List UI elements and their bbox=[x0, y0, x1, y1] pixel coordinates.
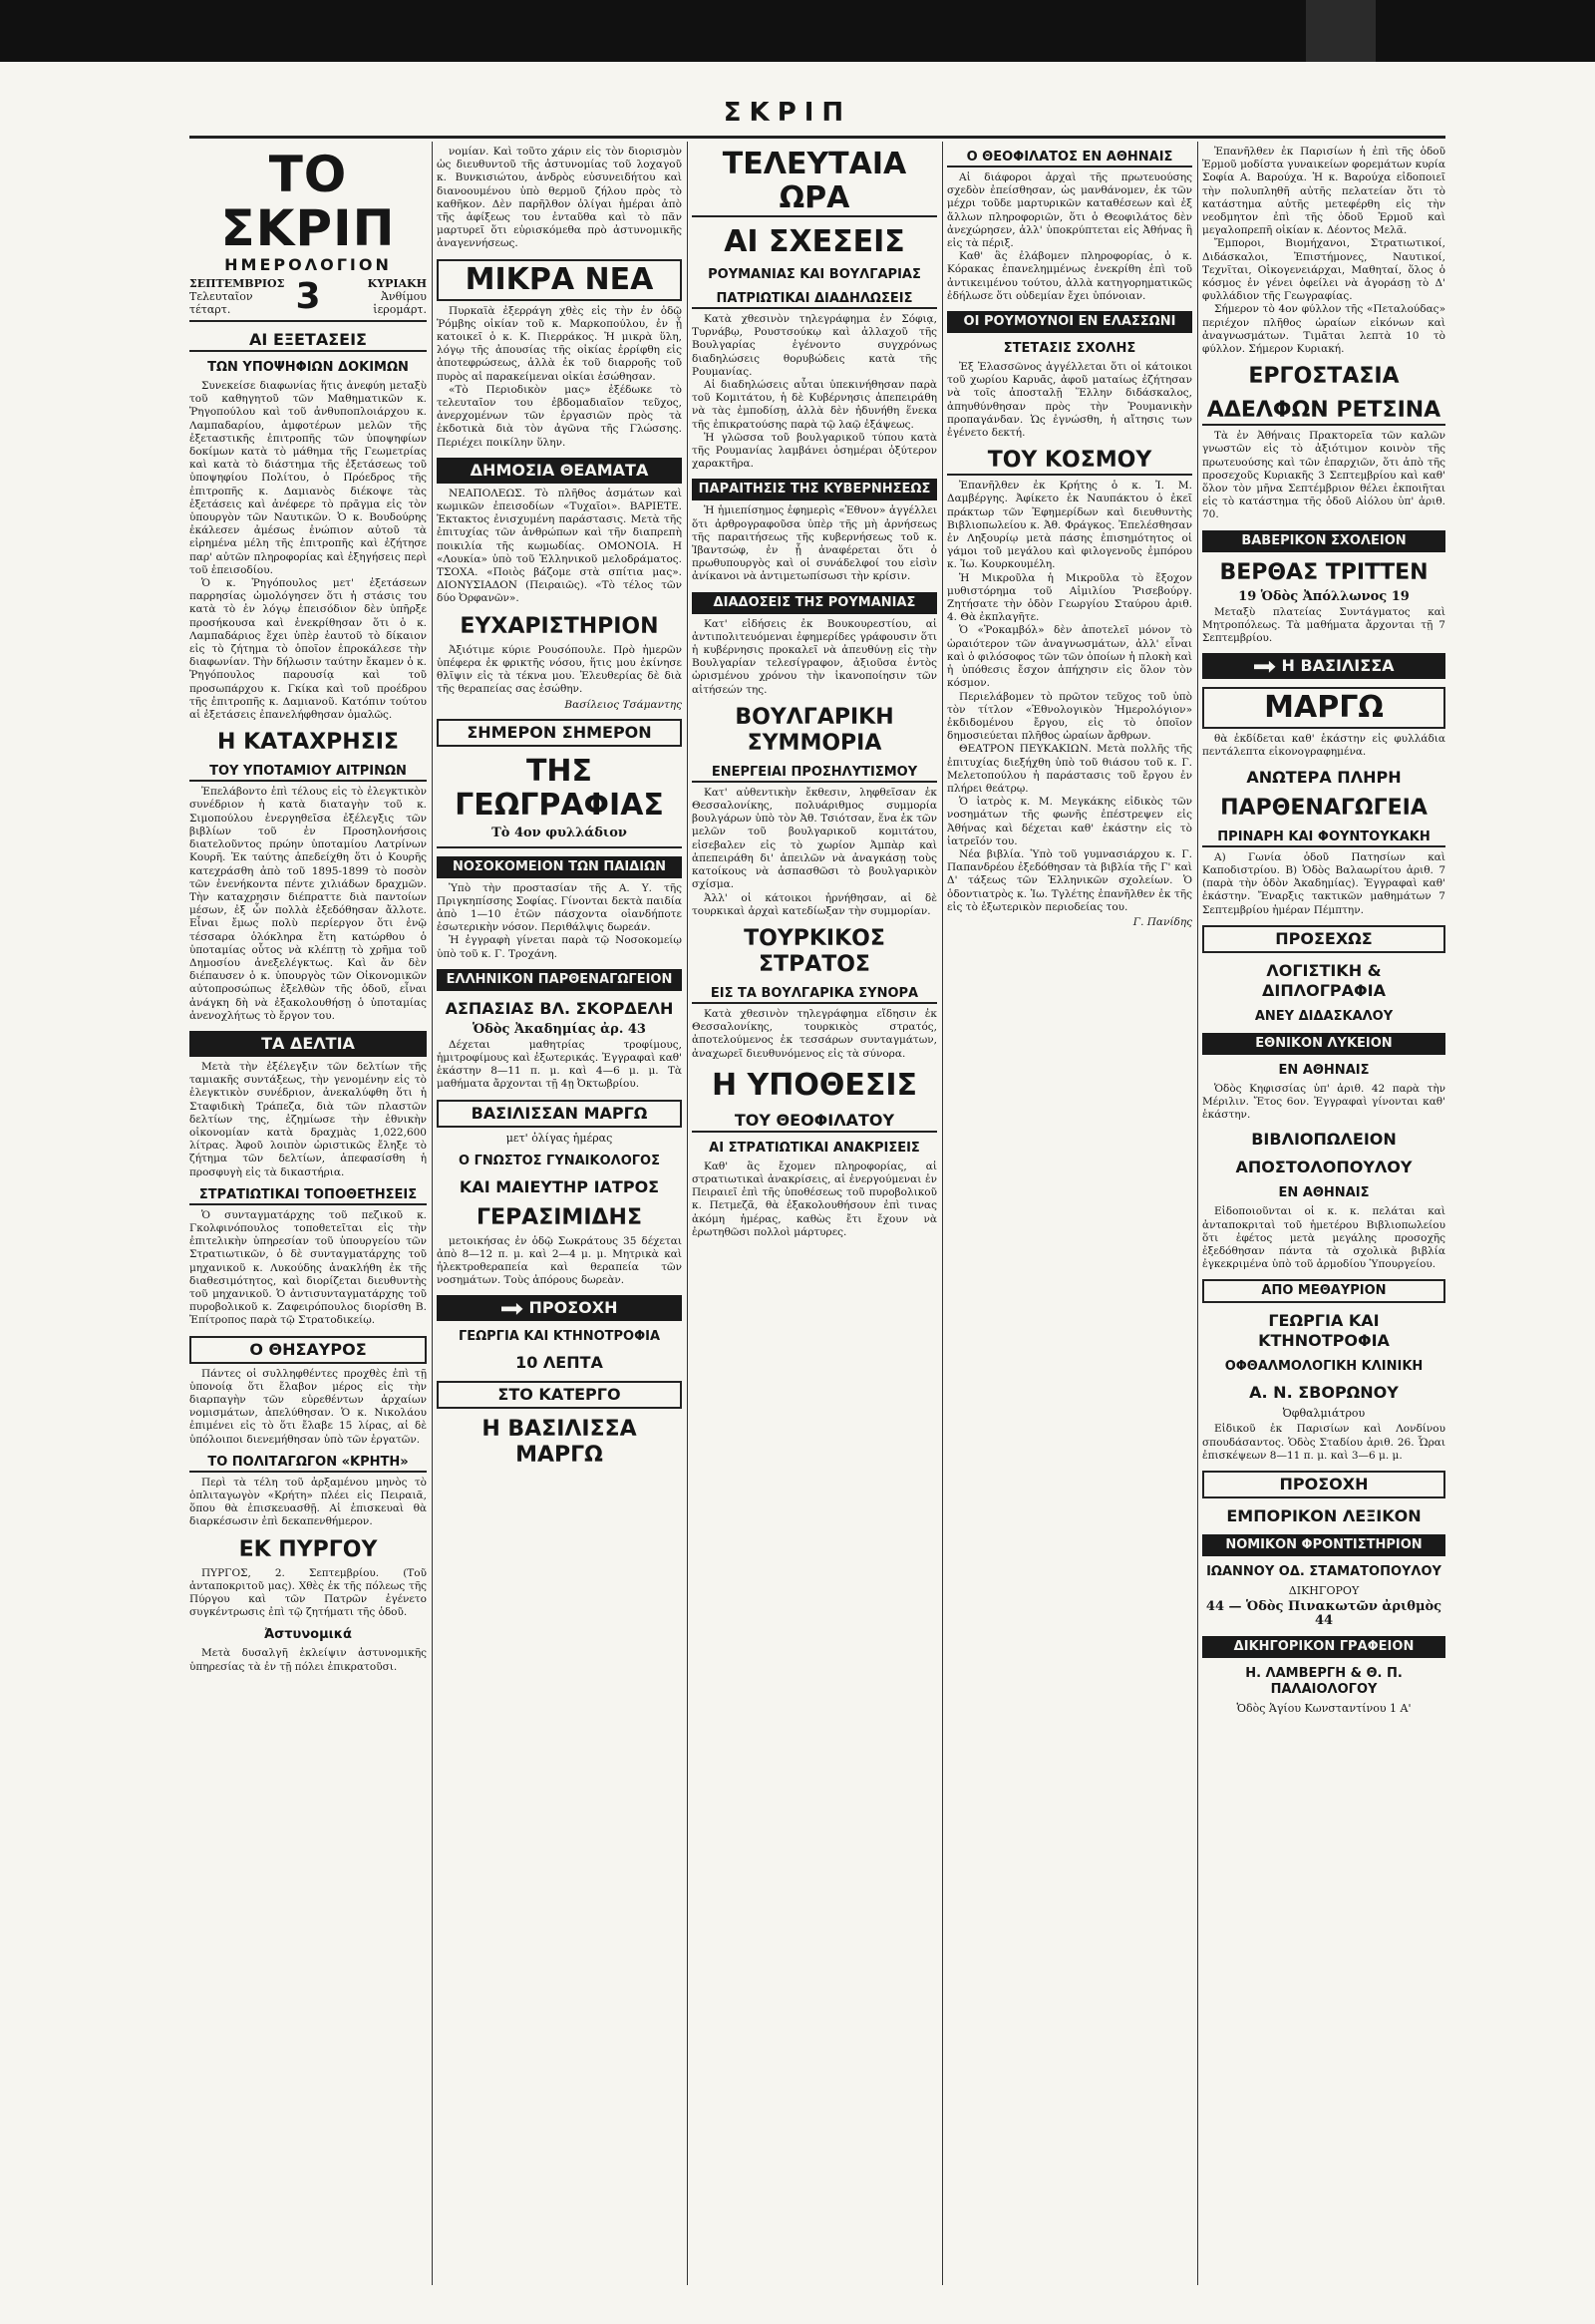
headline-troopship: ΤΟ ΠΟΛΙΤΑΓΩΓΟΝ «ΚΡΗΤΗ» bbox=[189, 1455, 427, 1473]
ad-prinari-fountoukaki: ΠΡΙΝΑΡΗ ΚΑΙ ΦΟΥΝΤΟΥΚΑΚΗ bbox=[1202, 830, 1445, 847]
article-society-p5: ΘΕΑΤΡΟΝ ΠΕΥΚΑΚΙΩΝ. Μετὰ πολλῆς τῆς ἐπιτυχίας διεξήχθη ὑπὸ τοῦ θιάσου τοῦ κ. Γ. Μελετοπούλου ἡ παράστασις τοῦ ἔργου ἐν πλήρει θεάτρῳ. bbox=[947, 743, 1192, 795]
ad-girls-school-name: ΑΣΠΑΣΙΑΣ ΒΛ. ΣΚΟΡΔΕΛΗ bbox=[445, 998, 674, 1018]
ad-stamatopoulos: ΙΩΑΝΝΟΥ ΟΔ. ΣΤΑΜΑΤΟΠΟΥΛΟΥ bbox=[1206, 1563, 1441, 1579]
headline-case: Η ΥΠΟΘΕΣΙΣ bbox=[711, 1067, 918, 1103]
dateline-weekday: ΚΥΡΙΑΚΗ bbox=[367, 277, 427, 290]
headline-deltia: ΤΑ ΔΕΛΤΙΑ bbox=[189, 1031, 427, 1057]
headline-small-news: ΜΙΚΡΑ ΝΕΑ bbox=[437, 259, 682, 301]
ad-queen-margot: ΒΑΣΙΛΙΣΣΑΝ ΜΑΡΓΩ bbox=[437, 1100, 682, 1128]
subhead-embezzlement: ΤΟΥ ΥΠΟΤΑΜΙΟΥ ΑΙΤΡΙΝΩΝ bbox=[189, 764, 427, 782]
article-society-p6: Ὁ ἰατρὸς κ. Μ. Μεγκάκης εἰδικὸς τῶν νοσημάτων τῆς φωνῆς ἐπέστρεψεν εἰς Ἀθήνας καὶ δέχεται καθ' ἑκάστην εἰς τὸ ἰατρεῖόν του. bbox=[947, 796, 1192, 847]
article-theofilatos-p2: Καθ' ἃς ἐλάβομεν πληροφορίας, ὁ κ. Κόρακας ἐπανελημμένως ἐνεκρίθη ἐπὶ τοῦ ἀντικειμένου τούτου, ἀλλὰ κατηγορηματικῶς ἐδήλωσε ὅτι οὐδεμίαν ἔχει ὑπόνοιαν. bbox=[947, 250, 1192, 302]
article-bulgarian-band-2: Ἀλλ' οἱ κάτοικοι ἠρνήθησαν, αἱ δὲ τουρκικαὶ ἀρχαὶ κατεδίωξαν τὴν συμμορίαν. bbox=[692, 891, 937, 917]
ad-gynecologist-text: μετοικήσας ἐν ὁδῷ Σωκράτους 35 δέχεται ἀπὸ 8—12 π. μ. καὶ 2—4 μ. μ. Μητρικὰ καὶ ἠλεκτροθεραπεία καὶ θεραπεία τῶν νοσημάτων. Τοὺς ἀπόρους δωρεὰν. bbox=[437, 1234, 682, 1287]
headline-childrens-hospital: ΝΟΣΟΚΟΜΕΙΟΝ ΤΩΝ ΠΑΙΔΙΩΝ bbox=[437, 856, 682, 878]
headline-romania-rumors: ΔΙΑΔΟΣΕΙΣ ΤΗΣ ΡΟΥΜΑΝΙΑΣ bbox=[692, 592, 937, 614]
subhead-candidates: ΤΩΝ ΥΠΟΨΗΦΙΩΝ ΔΟΚΙΜΩΝ bbox=[207, 360, 409, 375]
ad-notice: ΠΡΟΣΕΧΩΣ bbox=[1202, 925, 1445, 953]
headline-resignation: ΠΑΡΑΙΤΗΣΙΣ ΤΗΣ ΚΥΒΕΡΝΗΣΕΩΣ bbox=[692, 479, 937, 500]
column-5 bbox=[1202, 142, 1445, 2285]
article-exams-p2: Ὁ κ. Ῥηγόπουλος μετ' ἐξετάσεων παρρησίας ὡμολόγησεν ὅτι ἡ στάσις του κατὰ τὸ ἐν λόγῳ ἐπεισόδιον δὲν ὑπῆρξε προσήκουσα καὶ ἐνεκρίθησαν ὅτι ὁ κ. Λαμπαδάριος ἔχει ὑπὲρ ἑαυτοῦ τὸ δίκαιον εἰς τὸ ζήτημα τὸ ὁποῖον ἐπροκάλεσε τὴν διαφωνίαν. Τὴν δήλωσιν ταύτην ἔκαμεν ὁ κ. Ῥηγόπουλος παρουσίᾳ καὶ τοῦ προσωπάρχου κ. Γκίκα καὶ τοῦ προέδρου τῆς ἐπιτροπῆς κ. Δαμιανοῦ. Κατόπιν τούτου αἱ ἐξετάσεις ἐπανελήφθησαν ὁμαλῶς. bbox=[189, 577, 427, 722]
column-rule bbox=[1197, 142, 1198, 2285]
ad-girls-schools: ΠΑΡΘΕΝΑΓΩΓΕΙΑ bbox=[1220, 795, 1428, 821]
ad-apostolopoulos: ΑΠΟΣΤΟΛΟΠΟΥΛΟΥ bbox=[1235, 1158, 1413, 1177]
ad-lamvergi-paleologou: Η. ΛΑΜΒΕΡΓΗ & Θ. Π. ΠΑΛΑΙΟΛΟΓΟΥ bbox=[1245, 1665, 1403, 1697]
ad-factories: ΕΡΓΟΣΤΑΣΙΑ bbox=[1248, 364, 1400, 390]
article-childrens-hospital-2: Ἡ ἐγγραφὴ γίνεται παρὰ τῷ Νοσοκομείῳ ὑπὸ τοῦ κ. Γ. Τροχάνη. bbox=[437, 934, 682, 960]
article-relations-p1: Κατὰ χθεσινὸν τηλεγράφημα ἐν Σόφιᾳ, Τυρνάβῳ, Ρουστσούκῳ καὶ ἀλλαχοῦ τῆς Βουλγαρίας ἐγένοντο συγχρόνως διαδηλώσεις θορυβώδεις κατὰ τῆς Ρουμανίας. bbox=[692, 313, 937, 378]
ad-attention bbox=[437, 1295, 682, 1321]
column-2 bbox=[437, 142, 682, 2285]
ad-attention-2: ΠΡΟΣΟΧΗ bbox=[1202, 1471, 1445, 1498]
ad-ophthalmologist: Ὀφθαλμιάτρου bbox=[1282, 1407, 1366, 1421]
article-embezzlement: Ἐπελάβοντο ἐπὶ τέλους εἰς τὸ ἐλεγκτικὸν συνέδριον ἡ κατὰ διαταγὴν τοῦ κ. Σιμοπούλου ἐνεργηθεῖσα ἐξέλεγξις τῶν βιβλίων τοῦ ἐν Προσηλονήσοις διατελοῦντος πρώην ὑποταμίου Λατρίνων Κουρῆ. Ἐκ ταύτης ἀπεδείχθη ὅτι ὁ Κουρῆς κατεχράσθη ἀπὸ τοῦ 1895-1899 τὸ ποσὸν τῶν ἐνενήκοντα πέντε χιλιάδων δραχμῶν. Τὴν καταχρησιν διέπραττε διὰ παντοίων μέσων, ἐξ ὧν πολλὰ ἐξεδόθησαν ἄλλοτε. Εἶναι ἔμως πολὺ περίεργον ὅτι ἐνῷ τέσσαρα ὁλόκληρα ἔτη κατώρθου ὁ ὑποταμίας οὗτος νὰ κλέπτῃ τὸ χρῆμα τοῦ Δημοσίου ἀνεξελέγκτως. Καὶ ἄν δὲν διέπαυσεν ὁ κ. ὑπουργὸς τῶν Οἰκονομικῶν αὐτοπροσώπως ἐξελθὼν τῆς ὁδοῦ, εἶναι ἀνάγκη δὴ νὰ ἐξακολουθήσῃ ὁ ὑποταμίας ἀνενοχλήτως τὸ ἔργον του. bbox=[189, 786, 427, 1022]
ad-petalouda: Σήμερον τὸ 4ον φύλλον τῆς «Πεταλούδας» περιέχον πλῆθος ὡραίων εἰκόνων καὶ ἀναγνωσμάτων. Τιμᾶται λεπτὰ 10 τὸ φύλλον. Σήμερον Κυριακή. bbox=[1202, 303, 1445, 356]
article-thanks: Ἀξιότιμε κύριε Ρουσόπουλε. Πρὸ ἡμερῶν ὑπέφερα ἐκ φρικτῆς νόσου, ἥτις μου ἐκίνησε θλῖψιν εἰς τὰ τέκνα μου. Ἐλευθερίας δὲ διὰ τῆς θεραπείας σας ἐσώθην. bbox=[437, 643, 682, 696]
ad-eye-clinic: ΟΦΘΑΛΜΟΛΟΓΙΚΗ ΚΛΙΝΙΚΗ bbox=[1224, 1359, 1424, 1375]
article-public-shows: ΝΕΑΠΟΛΕΩΣ. Τὸ πλῆθος ἀσμάτων καὶ κωμικῶν ἐπεισοδίων «Τυχαῖοι». ΒΑΡΙΕΤΕ. Ἐκτακτος ἐνισχυμένη παράστασις. Μετὰ τῆς ἐπιτυχίας τῶν ἀνθρώπων καὶ τῆν διαπρεπὴ ποικιλία τῆς κωμωδίας. ΟΜΟΝΟΙΑ. Η «Λουκία» ὑπὸ τοῦ Ἑλληνικοῦ μελοδράματος. ΤΣΟΧΑ. «Ποιὸς βάζομε στὰ σπίτια μας». ΔΙΟΝΥΣΙΑΔΟΝ (Πειραιῶς). «Τὸ τέλος τῶν δύο Ὀρφανῶν». bbox=[437, 487, 682, 605]
thanks-signature: Βασίλειος Τσάμαντης bbox=[564, 698, 682, 711]
article-troopship: Περὶ τὰ τέλη τοῦ ἀρξαμένου μηνὸς τὸ ὁπλιταγωγὸν «Κρήτη» πλέει εἰς Πειραιᾶ, ὅπου θὰ ἐπισκευασθῇ. Αἱ ἐπισκευαὶ θὰ διαρκέσωσιν ἐπὶ δεκαπενθήμερον. bbox=[189, 1476, 427, 1528]
top-band-edge bbox=[1306, 0, 1376, 62]
ad-girls-school: ΕΛΛΗΝΙΚΟΝ ΠΑΡΘΕΝΑΓΩΓΕΙΟΝ bbox=[437, 969, 682, 991]
ad-lawyer: ΔΙΚΗΓΟΡΟΥ bbox=[1288, 1583, 1360, 1597]
ad-margo-text: θὰ ἐκδίδεται καθ' ἑκάστην εἰς φυλλάδια πεντάλεπτα εἰκονογραφημένα. bbox=[1202, 733, 1445, 759]
ad-bookshop-city: ΕΝ ΑΘΗΝΑΙΣ bbox=[1278, 1185, 1370, 1201]
article-periodical: «Τὸ Περιοδικὸν μας» ἐξέδωκε τὸ τελευταῖον του ἐβδομαδιαῖον τεῦχος, ἀνερχομένων τῶν ἐργασιῶν πρὸς τὰ ἐκδοτικὰ διὰ τὸν ἀγῶνα τῆς Γλώσσης. Περιέχει ποικίλην ὕλην. bbox=[437, 383, 682, 449]
headline-pyrgos: ΕΚ ΠΥΡΓΟΥ bbox=[238, 1536, 378, 1562]
ad-agriculture-price: 10 ΛΕΠΤΑ bbox=[515, 1353, 603, 1373]
ad-dressmaker: Ἐπανῆλθεν ἐκ Παρισίων ἡ ἐπὶ τῆς ὁδοῦ Ἑρμοῦ μοδίστα γυναικείων φορεμάτων κυρία Σοφία Α. Βαρούχα. Ἡ κ. Βαρούχα εἰδοποιεῖ τὴν πολυπληθῆ αὐτῆς πελατείαν ὅτι τὸ κατάστημα αὐτῆς μετεφέρθη εἰς τὴν νεοδμητον ἐπὶ τῆς ὁδοῦ Ἑρμοῦ καὶ μεγαλοπρεπῆ οἰκίαν κ. Δέοντος Μελᾶ. bbox=[1202, 146, 1445, 237]
ad-geography-buyers: Ἔμποροι, Βιομήχανοι, Στρατιωτικοί, Διδάσκαλοι, Ἐπιστήμονες, Ναυτικοί, Τεχνῖται, Οἰκογενειάρχαι, Μαθηταί, ὅλος ὁ κόσμος ἐν γένει ὀφείλει νὰ ἀγοράσῃ τὸ Δ' φυλλάδιον τῆς Γεωγραφίας. bbox=[1202, 237, 1445, 303]
ad-girls-schools-text: Α) Γωνία ὁδοῦ Πατησίων καὶ Καποδιστρίου. Β) Ὁδὸς Βαλαωρίτου ἀριθ. 7 (παρὰ τὴν ὁδὸν Ἀκαδημίας). Ἐγγραφαὶ καθ' ἑκάστην. Ἔναρξις τακτικῶν μαθημάτων 7 Σεπτεμβρίου ἡμέραν Πέμπτην. bbox=[1202, 850, 1445, 916]
ad-girls-school-text: Δέχεται μαθητρίας τροφίμους, ἡμιτροφίμους καὶ ἐξωτερικάς. Ἐγγραφαὶ καθ' ἑκάστην 8—11 π. μ. καὶ 4—6 μ. μ. Τὰ μαθήματα ἄρχονται τῇ 4ῃ Ὀκτωβρίου. bbox=[437, 1038, 682, 1091]
column-3 bbox=[692, 142, 937, 2285]
article-resignation: Ἡ ἡμιεπίσημος ἐφημερὶς «Ἐθνον» ἀγγέλλει ὅτι ἀρθρογραφοῦσα ὑπὲρ τῆς μὴ ἀρνήσεως τῆς παραιτήσεως τῆς κυβερνήσεως τοῦ κ. Ἰβαντσώφ, ἐν ᾗ ἀναφέρεται ὅτι ὁ πρωθυπουργὸς καὶ οἱ συνάδελφοί του εἰσὶν ἀνίκανοι νὰ ἀντιμετωπίσωσι τὴν κρίσιν. bbox=[692, 504, 937, 583]
ad-attention-label: ΠΡΟΣΟΧΗ bbox=[528, 1298, 618, 1318]
headline-bulgarian-band: ΒΟΥΛΓΑΡΙΚΗ ΣΥΜΜΟΡΙΑ bbox=[735, 704, 894, 756]
ad-law-office-address: Ὁδὸς Ἁγίου Κωνσταντίνου 1 Α' bbox=[1236, 1701, 1412, 1715]
article-society-p3: Ὁ «Ῥοκαμβόλ» δὲν ἀποτελεῖ μόνον τὸ ὡραιότερον τῶν ἀναγνωσμάτων, ἀλλ' εἶναι καὶ ὁ φιλόσοφος τῶν τῶν ὁποίων ἡ πλοκὴ καὶ ἡ ὑπόθεσις ἔσχον ἀπήχησιν εἰς ὅλον τὸν κόσμον. bbox=[947, 624, 1192, 690]
ad-bavarian-address: 19 Ὁδὸς Ἀπόλλωνος 19 bbox=[1238, 588, 1410, 604]
subhead-proselytism: ΕΝΕΡΓΕΙΑΙ ΠΡΟΣΗΛΥΤΙΣΜΟΥ bbox=[692, 765, 937, 783]
ad-geography-today: ΣΗΜΕΡΟΝ ΣΗΜΕΡΟΝ bbox=[437, 719, 682, 747]
ad-queen-label: Η ΒΑΣΙΛΙΣΣΑ bbox=[1281, 656, 1395, 676]
article-elasson: Ἐξ Ἐλασσῶνος ἀγγέλλεται ὅτι οἱ κάτοικοι τοῦ χωρίου Καρυᾶς, ἀφοῦ ματαίως ἐζήτησαν νὰ τοῖς ἀποσταλῇ Ἕλλην διδάσκαλος, ἀπηυθύνθησαν πρὸς τὴν Ῥουμανικὴν προπαγάνδαν. Ὡς ἐγνώσθη, ἡ αἴτησις των ἐγένετο δεκτή. bbox=[947, 361, 1192, 440]
ad-queen-header bbox=[1202, 653, 1445, 679]
headline-military-postings: ΣΤΡΑΤΙΩΤΙΚΑΙ ΤΟΠΟΘΕΤΗΣΕΙΣ bbox=[189, 1187, 427, 1205]
ad-in-athens: ΕΝ ΑΘΗΝΑΙΣ bbox=[1278, 1062, 1370, 1078]
ad-gynecologist: Ο ΓΝΩΣΤΟΣ ΓΥΝΑΙΚΟΛΟΓΟΣ bbox=[459, 1153, 660, 1168]
article-childrens-hospital: Ὑπὸ τὴν προστασίαν τῆς Α. Υ. τῆς Πριγκηπίσσης Σοφίας. Γίνονται δεκτὰ παιδία ἀπὸ 1—10 ἐτῶν πάσχοντα οἱανδήποτε ἐσωτερικὴν νόσον. Περιθάλψις δωρεάν. bbox=[437, 881, 682, 934]
headline-exams: ΑΙ ΕΞΕΤΑΣΕΙΣ bbox=[189, 330, 427, 352]
dateline bbox=[189, 274, 427, 322]
ad-commercial-dictionary: ΕΜΠΟΡΙΚΟΝ ΛΕΞΙΚΟΝ bbox=[1226, 1505, 1422, 1525]
article-society-p7: Νέα βιβλία. Ὑπὸ τοῦ γυμνασιάρχου κ. Γ. Παπανδρέου ἐξεδόθησαν τὰ βιβλία τῆς Γ' καὶ Δ' τάξεως τῶν Ἑλληνικῶν σχολείων. Ὁ ὁδοντιατρὸς κ. Ἰω. Τγλέτης ἐπανῆλθεν ἐκ τῆς εἰς τὸ ἐξωτερικὸν περιοδείας του. bbox=[947, 847, 1192, 913]
headline-embezzlement: Η ΚΑΤΑΧΡΗΣΙΣ bbox=[217, 730, 399, 756]
headline-theofilatos-athens: Ο ΘΕΟΦΙΛΑΤΟΣ ΕΝ ΑΘΗΝΑΙΣ bbox=[947, 150, 1192, 167]
column-4 bbox=[947, 142, 1192, 2285]
article-romania-rumors: Κατ' εἰδήσεις ἐκ Βουκουρεστίου, αἱ ἀντιπολιτευόμεναι ἐφημερίδες γράφουσιν ὅτι ἡ κυβέρνησις προκαλεῖ νὰ ἀπευθύνῃ εἰς τὴν Βουλγαρίαν τελεσίγραφον, ἀξιοῦσα ἐντὸς ὡρισμένου χρόνου τὴν ἱκανοποίησιν τῶν αἰτήσεών της. bbox=[692, 617, 937, 696]
column-rule bbox=[432, 142, 433, 2285]
article-military-postings: Ὁ συνταγματάρχης τοῦ πεζικοῦ κ. Γκολφινόπουλος τοποθετεῖται εἰς τὴν ἐπιτελικὴν ὑπηρεσίαν τοῦ ὑπουργείου τῶν Στρατιωτικῶν, ὁ δὲ συνταγματάρχης τοῦ μηχανικοῦ κ. Λυκούδης ἀνακλήθη ἐκ τῆς διαθεσιμότητος, καὶ διορίζεται διευθυντὴς τοῦ μηχανικοῦ. Ὁ ἀντισυνταγματάρχης τοῦ πυροβολικοῦ κ. Ζαφειρόπουλος διορίσθη Β. Ἐπίτροπος παρὰ τῷ Στρατοδικείῳ. bbox=[189, 1208, 427, 1327]
ad-from-day-after: ΑΠΟ ΜΕΘΑΥΡΙΟΝ bbox=[1202, 1279, 1445, 1303]
ad-geography-title: ΤΗΣ ΓΕΩΓΡΑΦΙΑΣ bbox=[455, 753, 664, 823]
ad-queen-margot-note: μετ' ὀλίγας ἡμέρας bbox=[505, 1131, 613, 1145]
article-police-cont: νομίαν. Καὶ τοῦτο χάριν εἰς τὸν διορισμὸν ὡς διευθυντοῦ τῆς ἀστυνομίας τοῦ λοχαγοῦ κ. Βυνκισιώτου, ἀνδρὸς εὐσυνειδήτου καὶ διανοουμένου ὑπὸ θερμοῦ ζήλου πρὸς τὸ καθῆκον. Δὲν παρῆλθον ὀλίγαι ἡμέραι ἀπὸ τῆς ἀφίξεως του ἐνταῦθα καὶ τὸ πᾶν μαρτυρεῖ ὅτι εὑρισκόμεθα πρὸ ἀστυνομικῆς ἀναγεννήσεως. bbox=[437, 146, 682, 250]
pointing-hand-icon bbox=[501, 1303, 523, 1315]
ad-bavarian-school: ΒΑΒΕΡΙΚΟΝ ΣΧΟΛΕΙΟΝ bbox=[1202, 530, 1445, 552]
article-theofilatos-p1: Αἱ διάφοροι ἀρχαὶ τῆς πρωτευούσης σχεδὸν ἐπείσθησαν, ὡς μανθάνομεν, ἐκ τῶν μέχρι τοῦδε μαρτυρικῶν καταθέσεων καὶ ἐξ ἄλλων πληροφοριῶν, ὅτι ὁ Θεοφιλάτος δὲν ἀνεχώρησεν, ἀλλ' ὑποκρύπτεται εἰς Ἀθήνας ἢ εἰς τὰ πέριξ. bbox=[947, 171, 1192, 250]
headline-relations: ΑΙ ΣΧΕΣΕΙΣ bbox=[724, 224, 905, 259]
article-society-p2: Ἡ Μικροῦλα ἡ Μικροῦλα τὸ ἔξοχον μυθιστόρημα τοῦ Αἰμιλίου Ῥισεβούργ. Ζητήσατε τὴν ὁδὸν Γεωργίου Σταύρου ἀριθ. 4. Θὰ ἐκπλαγῆτε. bbox=[947, 571, 1192, 624]
dateline-note-right: Ἀνθίμου ἱερομάρτ. bbox=[373, 290, 427, 316]
subhead-theofilatos: ΤΟΥ ΘΕΟΦΙΛΑΤΟΥ bbox=[692, 1111, 937, 1133]
headline-treasure: Ο ΘΗΣΑΥΡΟΣ bbox=[189, 1336, 427, 1364]
ad-bertha-tritten: ΒΕΡΘΑΣ ΤΡΙΤΤΕΝ bbox=[1219, 559, 1429, 585]
society-signature: Γ. Πανίδης bbox=[1132, 915, 1192, 928]
ad-retsina-brothers: ΑΔΕΛΦΩΝ ΡΕΤΣΙΝΑ bbox=[1202, 398, 1445, 426]
ad-law-address: 44 — Ὁδὸς Πινακωτῶν ἀριθμὸς 44 bbox=[1205, 1598, 1442, 1628]
subhead-demonstrations: ΠΑΤΡΙΩΤΙΚΑΙ ΔΙΑΔΗΛΩΣΕΙΣ bbox=[692, 291, 937, 309]
ad-bookshop-text: Εἰδοποιοῦνται οἱ κ. κ. πελάται καὶ ἀνταποκριταὶ τοῦ ἡμετέρου Βιβλιοπωλείου ὅτι ἐφέτος μετὰ μεγάλης προσοχῆς ἐξεδόθησαν πάντα τὰ σχολικὰ βιβλία ἐγκεκριμένα ὑπὸ τοῦ ἀρμοδίου Ὑπουργείου. bbox=[1202, 1205, 1445, 1271]
ad-queen-margot-bottom: Η ΒΑΣΙΛΙΣΣΑ ΜΑΡΓΩ bbox=[481, 1417, 637, 1469]
ad-girls-school-address: Ὁδὸς Ἀκαδημίας ἀρ. 43 bbox=[473, 1021, 646, 1037]
ad-eye-clinic-text: Εἰδικοῦ ἐκ Παρισίων καὶ Λονδίνου σπουδάσαντος. Ὁδὸς Σταδίου ἀριθ. 26. Ὧραι ἐπισκέψεων 8—11 π. μ. καὶ 3—6 μ. μ. bbox=[1202, 1423, 1445, 1462]
newspaper-page bbox=[189, 142, 1445, 2285]
subhead-romania-bulgaria: ΡΟΥΜΑΝΙΑΣ ΚΑΙ ΒΟΥΛΓΑΡΙΑΣ bbox=[708, 267, 921, 282]
ad-upper-school: ΑΝΩΤΕΡΑ ΠΛΗΡΗ bbox=[1246, 767, 1402, 787]
ad-accounting: ΛΟΓΙΣΤΙΚΗ & ΔΙΠΛΟΓΡΑΦΙΑ bbox=[1262, 960, 1386, 1000]
ad-bavarian-text: Μεταξὺ πλατείας Συντάγματος καὶ Μητροπόλεως. Τὰ μαθήματα ἄρχονται τῇ 7 Σεπτεμβρίου. bbox=[1202, 605, 1445, 645]
article-treasure: Πάντες οἱ συλληφθέντες προχθὲς ἐπὶ τῇ ὑπονοίᾳ ὅτι ἔλαβον μέρος εἰς τὴν διαρπαγὴν τῶν εὑρεθέντων ἀρχαίων νομισμάτων, ἀπελύθησαν. Ὁ κ. Νικολάου ἐπιμένει εἰς τὸ ὅτι ἔλαβε 15 λίρας, αἱ δὲ ὑπόλοιποι διενεμήθησαν ὑπὸ τῶν ἐργατῶν. bbox=[189, 1367, 427, 1446]
ad-law-tutoring: ΝΟΜΙΚΟΝ ΦΡΟΝΤΙΣΤΗΡΙΟΝ bbox=[1202, 1534, 1445, 1556]
ad-geography-issue: Τὸ 4ον φυλλάδιον bbox=[491, 825, 627, 840]
ad-katergo: ΣΤΟ ΚΑΤΕΡΓΟ bbox=[437, 1381, 682, 1409]
article-society-p4: Περιελάβομεν τὸ πρῶτον τεῦχος τοῦ ὑπὸ τὸν τίτλον «Ἐθνολογικὸν Ἡμερολόγιον» ἐκδιδομένου ἔργου, εἰς τὸ ὁποῖον δημοσιεύεται πλῆθος ὡραίων ἄρθρων. bbox=[947, 690, 1192, 743]
ad-gynecologist-name: ΓΕΡΑΣΙΜΙΔΗΣ bbox=[477, 1204, 642, 1230]
headline-police: Ἀστυνομικά bbox=[264, 1627, 352, 1643]
ad-national-lyceum: ΕΘΝΙΚΟΝ ΛΥΚΕΙΟΝ bbox=[1202, 1033, 1445, 1055]
headline-last-hour: ΤΕΛΕΥΤΑΙΑ ΩΡΑ bbox=[692, 148, 937, 217]
article-investigations: Καθ' ἃς ἔχομεν πληροφορίας, αἱ στρατιωτικαὶ ἀνακρίσεις, αἱ ἐνεργούμεναι ἐν Πειραιεῖ ἐπὶ τῆς ὑποθέσεως τοῦ πυροβολικοῦ κ. Πετμεζᾶ, θὰ ἐξακολουθήσουν ἐπὶ τινας ἀκόμη ἡμέρας, καθὼς ἔτι ἔχουν νὰ ἐρωτηθῶσι πολλοὶ μάρτυρες. bbox=[692, 1160, 937, 1238]
ad-gynecologist-title: ΚΑΙ ΜΑΙΕΥΤΗΡ ΙΑΤΡΟΣ bbox=[459, 1176, 660, 1196]
subhead-borders: ΕΙΣ ΤΑ ΒΟΥΛΓΑΡΙΚΑ ΣΥΝΟΡΑ bbox=[692, 986, 937, 1004]
masthead-title: ΤΟ ΣΚΡΙΠ bbox=[220, 146, 396, 257]
masthead-subtitle: ΗΜΕΡΟΛΟΓΙΟΝ bbox=[224, 255, 392, 274]
article-relations-p2: Αἱ διαδηλώσεις αὗται ὑπεκινήθησαν παρὰ τοῦ Κομιτάτου, ἡ δὲ Κυβέρνησις ἀπεπειράθη νὰ τὰς ἐμποδίσῃ, ἀλλὰ δὲν ἠδυνήθη ἕνεκα τῆς ἐπικρατούσης παρὰ τῷ λαῷ ἐξάψεως. bbox=[692, 379, 937, 431]
column-1 bbox=[189, 142, 427, 2285]
article-bulgarian-band: Κατ' αὐθεντικὴν ἔκθεσιν, ληφθεῖσαν ἐκ Θεσσαλονίκης, πολυάριθμος συμμορία βουλγάρων ὑπὸ τὸν Ἀθ. Τσιότσαν, ἕνα ἐκ τῶν μελῶν τοῦ βουλγαρικοῦ κομιτάτου, εἰσεβαλεν εἰς τὸ χωρίον Ἀμπὰρ καὶ ἀπεπειράθη δι' ἀπειλῶν νὰ ἀναγκάσῃ τοὺς κατοίκους νὰ ἀσπασθῶσι τὸ βουλγαρικὸν σχίσμα. bbox=[692, 786, 937, 891]
running-head: ΣΚΡΙΠ bbox=[723, 98, 852, 128]
article-fire: Πυρκαϊὰ ἐξερράγη χθὲς εἰς τὴν ἐν ὁδῷ Ῥόμβης οἰκίαν τοῦ κ. Μαρκοπούλου, ἐν ᾗ κατοικεῖ ὁ κ. Κ. Πιερράκος. Ἡ μικρὰ ὕλη, λόγῳ τῆς ἀπουσίας τῆς οἰκίας ἐρρίφθη εἰς ἀποτεφρώσεως, ἀλλὰ ἐκ τοῦ διαρροῆς τοῦ πυρὸς αἱ παρακείμεναι οἰκίαι ἐσώθησαν. bbox=[437, 304, 682, 383]
dateline-month: ΣΕΠΤΕΜΒΡΙΟΣ bbox=[189, 277, 285, 290]
article-deltia: Μετὰ τὴν ἐξέλεγξιν τῶν δελτίων τῆς ταμιακῆς συντάξεως, τὴν γενομένην εἰς τὸ ἐλεγκτικὸν συνέδριον, ἀνεκαλύφθη ὅτι ἡ Σταφιδικὴ Τράπεζα, διὰ τῶν πλαστῶν δελτίων της, ἐζημίωσε τὴν ἐθνικὴν οἰκονομίαν κατὰ δραχμὰς 1,022,600 λίτρας. Ἀφοῦ λοιπὸν ὡριστικῶς ἔληξε τὸ ζήτημα τῶν δελτίων, ἀπεφασίσθη ἡ προσφυγὴ εἰς τὰ δικαστήρια. bbox=[189, 1060, 427, 1178]
headline-turkish-army: ΤΟΥΡΚΙΚΟΣ ΣΤΡΑΤΟΣ bbox=[744, 925, 885, 977]
divider bbox=[437, 846, 682, 848]
ad-agriculture-title: ΓΕΩΡΓΙΑ ΚΑΙ ΚΤΗΝΟΤΡΟΦΙΑ bbox=[1258, 1311, 1390, 1351]
top-black-band bbox=[0, 0, 1595, 62]
subhead-school: ΣΤΕΤΑΣΙΣ ΣΧΟΛΗΣ bbox=[1003, 341, 1136, 357]
article-turkish-army: Κατὰ χθεσινὸν τηλεγράφημα εἴδησιν ἐκ Θεσσαλονίκης, τουρκικὸς στρατός, ἀποτελούμενος ἐκ τεσσάρων συνταγμάτων, ἀναχωρεῖ διευθυνόμενος εἰς τὰ σύνορα. bbox=[692, 1007, 937, 1060]
headline-romanians-elasson: ΟΙ ΡΟΥΜΟΥΝΟΙ ΕΝ ΕΛΑΣΣΩΝΙ bbox=[947, 311, 1192, 333]
subhead-investigations: ΑΙ ΣΤΡΑΤΙΩΤΙΚΑΙ ΑΝΑΚΡΙΣΕΙΣ bbox=[709, 1140, 920, 1156]
headline-thanks: ΕΥΧΑΡΙΣΤΗΡΙΟΝ bbox=[460, 613, 659, 639]
ad-law-office: ΔΙΚΗΓΟΡΙΚΟΝ ΓΡΑΦΕΙΟΝ bbox=[1202, 1636, 1445, 1658]
ad-retsina-text: Τὰ ἐν Ἀθήναις Πρακτορεῖα τῶν καλῶν γνωστῶν εἰς τὸ ἀξιότιμον κοινὸν τῆς πρωτευούσης καὶ τῶν ἐπαρχιῶν, ὅτι ἀπὸ τῆς προσεχοῦς Κυριακῆς 3 Σεπτεμβρίου καὶ καθ' ὅλον τὸν μῆνα Σεπτέμβριον θέλει ἐκποιῆται εἰς τὸ κατάστημα τῆς ὁδοῦ Αἰόλου ὑπ' ἀριθ. 70. bbox=[1202, 430, 1445, 521]
article-pyrgos: ΠΥΡΓΟΣ, 2. Σεπτεμβρίου. (Τοῦ ἀνταποκριτοῦ μας). Χθὲς ἐκ τῆς πόλεως τῆς Πύργου καὶ τῶν Πατρῶν ἐγένετο συγκέντρωσις ἐπὶ τῷ ζητήματι τῆς ὁδοῦ. bbox=[189, 1566, 427, 1619]
headline-society: ΤΟΥ ΚΟΣΜΟΥ bbox=[947, 448, 1192, 476]
ad-bookshop: ΒΙΒΛΙΟΠΩΛΕΙΟΝ bbox=[1251, 1130, 1397, 1150]
ad-agriculture: ΓΕΩΡΓΙΑ ΚΑΙ ΚΤΗΝΟΤΡΟΦΙΑ bbox=[458, 1329, 661, 1345]
dateline-note-left: Τελευταῖον τέταρτ. bbox=[189, 290, 253, 316]
pointing-hand-icon bbox=[1254, 661, 1276, 673]
ad-no-teacher: ΑΝΕΥ ΔΙΔΑΣΚΑΛΟΥ bbox=[1254, 1008, 1394, 1024]
article-relations-p3: Ἡ γλῶσσα τοῦ βουλγαρικοῦ τύπου κατὰ τῆς Ρουμανίας λαμβάνει ὁσημέραι ὀξύτερον χαρακτῆρα. bbox=[692, 431, 937, 471]
column-rule bbox=[942, 142, 943, 2285]
article-exams-p1: Συνεκείσε διαφωνίας ἥτις ἀνεφύη μεταξὺ τοῦ καθηγητοῦ τῶν Μαθηματικῶν κ. Ῥηγοπούλου καὶ τοῦ ἀνθυποπλοιάρχου κ. Λαμπαδαρίου, ἀμφοτέρων μελῶν τῆς ἐξεταστικῆς ἐπιτροπῆς τῶν ὑποψηφίων δοκίμων κατὰ τὸ μάθημα τῆς Γεωμετρίας καὶ κατὰ τὸ διάστημα τῆς ἐξετάσεως τοῦ ὑποψηφίου Πολίτου, ὁ Πρόεδρος τῆς ἐπιτροπῆς κ. Δαμιανὸς διέκοψε τὰς ἐξετάσεις καὶ ἀνέφερε τὸ πρᾶγμα εἰς τὸν ὑπουργὸν τῶν Ναυτικῶν. Ὁ κ. Βουδούρης ἐκάλεσεν ἀμέσως ἐνώπιον αὐτοῦ τὰ εἰρημένα μέλη τῆς ἐπιτροπῆς καὶ ἐζήτησε παρ' αὐτῶν πληροφορίας καὶ ἐξηγήσεις περὶ τοῦ ἐπεισοδίου. bbox=[189, 380, 427, 576]
ad-lyceum-text: Ὁδὸς Κηφισσίας ὑπ' ἀριθ. 42 παρὰ τὴν Μέριλιν. Ἔτος 6ον. Ἐγγραφαὶ γίνονται καθ' ἑκάστην. bbox=[1202, 1082, 1445, 1122]
article-police: Μετὰ δυσαλγῆ ἐκλείψιν ἀστυνομικῆς ὑπηρεσίας τὰ ἐν τῇ πόλει ἐπικρατοῦσι. bbox=[189, 1647, 427, 1673]
dateline-day-number: 3 bbox=[295, 276, 321, 317]
headline-public-shows: ΔΗΜΟΣΙΑ ΘΕΑΜΑΤΑ bbox=[437, 458, 682, 484]
ad-margo: ΜΑΡΓΩ bbox=[1202, 687, 1445, 729]
column-rule bbox=[687, 142, 688, 2285]
head-rule bbox=[189, 136, 1445, 139]
article-society-p1: Ἐπανῆλθεν ἐκ Κρήτης ὁ κ. Ἰ. Μ. Δαμβέργης. Ἀφίκετο ἐκ Ναυπάκτου ὁ ἐκεῖ πράκτωρ τῶν Ἐφημερίδων καὶ διευθυντὴς Βιβλιοπωλείου κ. Ἀθ. Φράγκος. Ἐπελέσθησαν ἐν Ληξουρίῳ μετὰ πάσης ἐπισημότητος οἱ γάμοι τοῦ μεγάλου καὶ φιλογενοῦς ἐμπόρου κ. Ἰω. Κουρκουμέλη. bbox=[947, 480, 1192, 571]
ad-svoronos: Α. Ν. ΣΒΟΡΩΝΟΥ bbox=[1249, 1383, 1399, 1403]
